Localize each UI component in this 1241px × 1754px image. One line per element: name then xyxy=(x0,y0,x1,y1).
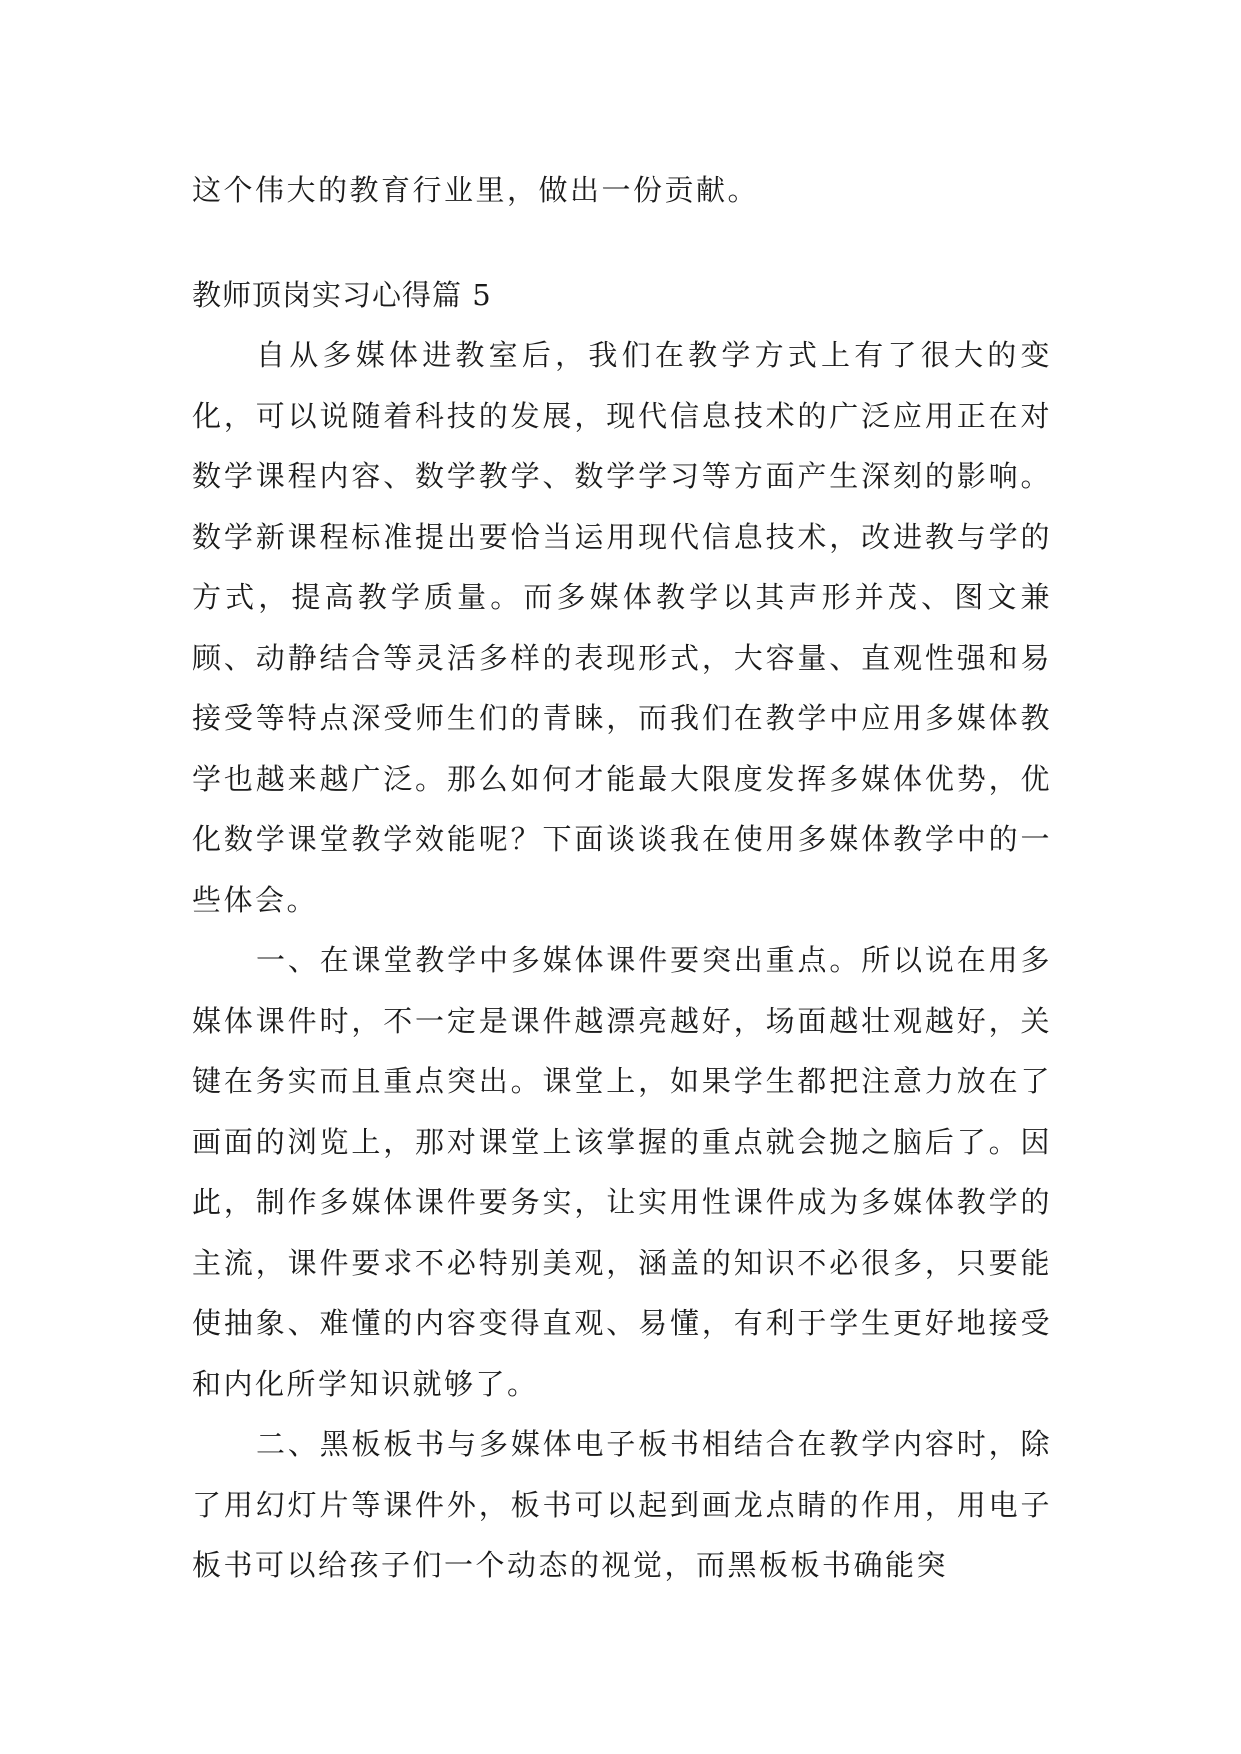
document-body xyxy=(192,160,1052,1596)
paragraph-intro: 自从多媒体进教室后，我们在教学方式上有了很大的变化，可以说随着科技的发展，现代信息技术的广泛应用正在对数学课程内容、数学教学、数学学习等方面产生深刻的影响。数学新课程标准提出要恰当运用现代信息技术，改进教与学的方式，提高教学质量。而多媒体教学以其声形并茂、图文兼顾、动静结合等灵活多样的表现形式，大容量、直观性强和易接受等特点深受师生们的青睐，而我们在教学中应用多媒体教学也越来越广泛。那么如何才能最大限度发挥多媒体优势，优化数学课堂教学效能呢？下面谈谈我在使用多媒体教学中的一些体会。 xyxy=(192,338,1052,917)
closing-line: 这个伟大的教育行业里，做出一份贡献。 xyxy=(192,173,760,207)
section-title: 教师顶岗实习心得篇 5 xyxy=(192,277,492,312)
paragraph-point-one: 一、在课堂教学中多媒体课件要突出重点。所以说在用多媒体课件时，不一定是课件越漂亮越好，场面越壮观越好，关键在务实而且重点突出。课堂上，如果学生都把注意力放在了画面的浏览上，那对课堂上该掌握的重点就会抛之脑后了。因此，制作多媒体课件要务实，让实用性课件成为多媒体教学的主流，课件要求不必特别美观，涵盖的知识不必很多，只要能使抽象、难懂的内容变得直观、易懂，有利于学生更好地接受和内化所学知识就够了。 xyxy=(192,943,1052,1401)
paragraph-point-two: 二、黑板板书与多媒体电子板书相结合在教学内容时，除了用幻灯片等课件外，板书可以起到画龙点睛的作用，用电子板书可以给孩子们一个动态的视觉，而黑板板书确能突 xyxy=(192,1427,1052,1582)
